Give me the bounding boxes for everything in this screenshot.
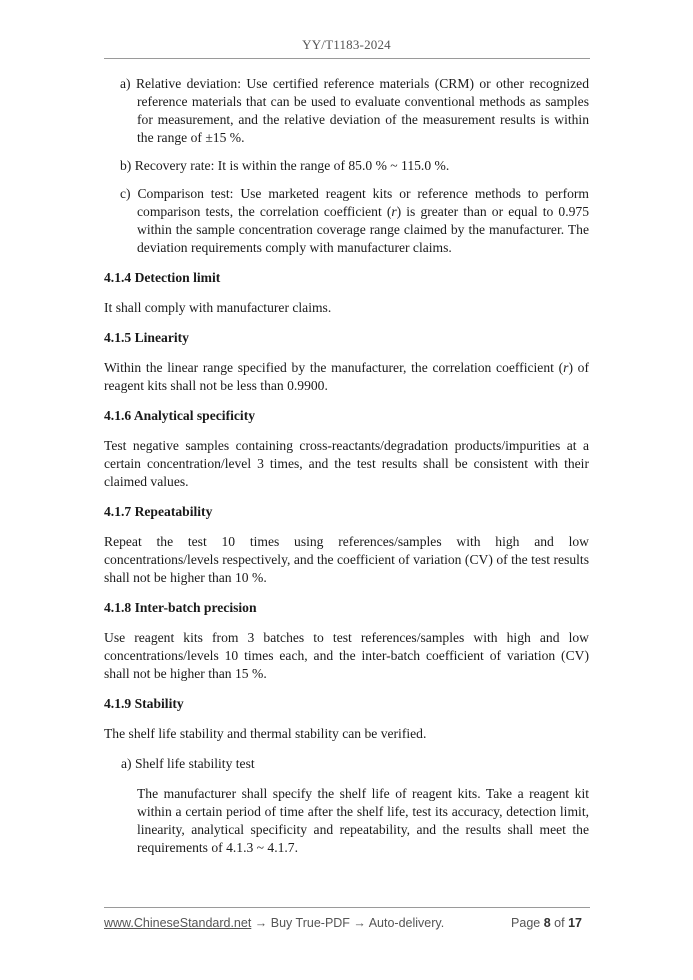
- of-word: of: [554, 916, 565, 930]
- document-id-header: YY/T1183-2024: [302, 37, 391, 52]
- item-label: a): [120, 76, 131, 91]
- page-footer: [104, 916, 590, 930]
- item-text-after: ) is greater than or equal to 0.975 within the sample concentration coverage range claimed by the manufacturer. The deviation requirements comply with manufacturer claims.: [137, 204, 589, 255]
- section-body-inter-batch-precision: Use reagent kits from 3 batches to test references/samples with high and low concentrations/levels 10 times each, and the inter-batch coefficient of variation (CV) shall not be higher than 15 %.: [104, 630, 589, 681]
- item-text: Recovery rate: It is within the range of 85.0 % ~ 115.0 %.: [134, 158, 450, 173]
- correlation-variable: r: [391, 204, 397, 219]
- list-item-c: [104, 185, 589, 257]
- section-body-linearity: [104, 359, 589, 395]
- subitem-shelf-life-label: a) Shelf life stability test: [121, 756, 255, 771]
- item-text: Relative deviation: Use certified reference materials (CRM) or other recognized reference materials that can be used to evaluate conventional methods as samples for measurement, and the relative deviation of the measurement results is within the range of ±15 %.: [135, 76, 589, 145]
- page-content: [104, 75, 589, 857]
- list-item-a: [104, 75, 589, 147]
- page-indicator: [511, 916, 582, 930]
- section-heading-linearity: 4.1.5 Linearity: [104, 330, 189, 345]
- item-text-before: Comparison test: Use marketed reagent kits or reference methods to perform comparison tests, the correlation coefficient (: [137, 186, 590, 219]
- page-number: 8: [543, 916, 551, 930]
- page-total: 17: [568, 916, 582, 930]
- footer-divider: [104, 907, 590, 908]
- section-body-analytical-specificity: Test negative samples containing cross-reactants/degradation products/impurities at a certain concentration/level 3 times, and the test results shall be consistent with their claimed values.: [104, 438, 589, 489]
- section-heading-analytical-specificity: 4.1.6 Analytical specificity: [104, 408, 256, 423]
- section-body-stability: The shelf life stability and thermal stability can be verified.: [104, 726, 427, 741]
- section-heading-detection-limit: 4.1.4 Detection limit: [104, 270, 221, 285]
- list-item-b: [104, 157, 589, 175]
- item-label: c): [120, 186, 131, 201]
- correlation-variable: r: [563, 360, 569, 375]
- footer-promo: → Buy True-PDF → Auto-delivery.: [251, 916, 445, 930]
- linearity-text-after: ) of reagent kits shall not be less than 0.9900.: [104, 360, 589, 393]
- header-divider: [104, 58, 590, 59]
- site-link[interactable]: www.ChineseStandard.net: [104, 916, 252, 930]
- item-label: b): [120, 158, 132, 173]
- section-heading-inter-batch-precision: 4.1.8 Inter-batch precision: [104, 600, 257, 615]
- linearity-text-before: Within the linear range specified by the manufacturer, the correlation coefficient (: [104, 360, 564, 375]
- section-body-repeatability: Repeat the test 10 times using references/samples with high and low concentrations/levels respectively, and the coefficient of variation (CV) of the test results shall not be higher than 10 %.: [104, 534, 589, 585]
- section-body-detection-limit: It shall comply with manufacturer claims.: [104, 300, 332, 315]
- subitem-shelf-life-body: The manufacturer shall specify the shelf life of reagent kits. Take a reagent kit within a certain period of time after the shelf life, test its accuracy, detection limit, linearity, analytical specificity and repeatability, and the results shall meet the requirements of 4.1.3 ~ 4.1.7.: [137, 786, 589, 855]
- section-heading-repeatability: 4.1.7 Repeatability: [104, 504, 213, 519]
- page-word: Page: [511, 916, 541, 930]
- section-heading-stability: 4.1.9 Stability: [104, 696, 184, 711]
